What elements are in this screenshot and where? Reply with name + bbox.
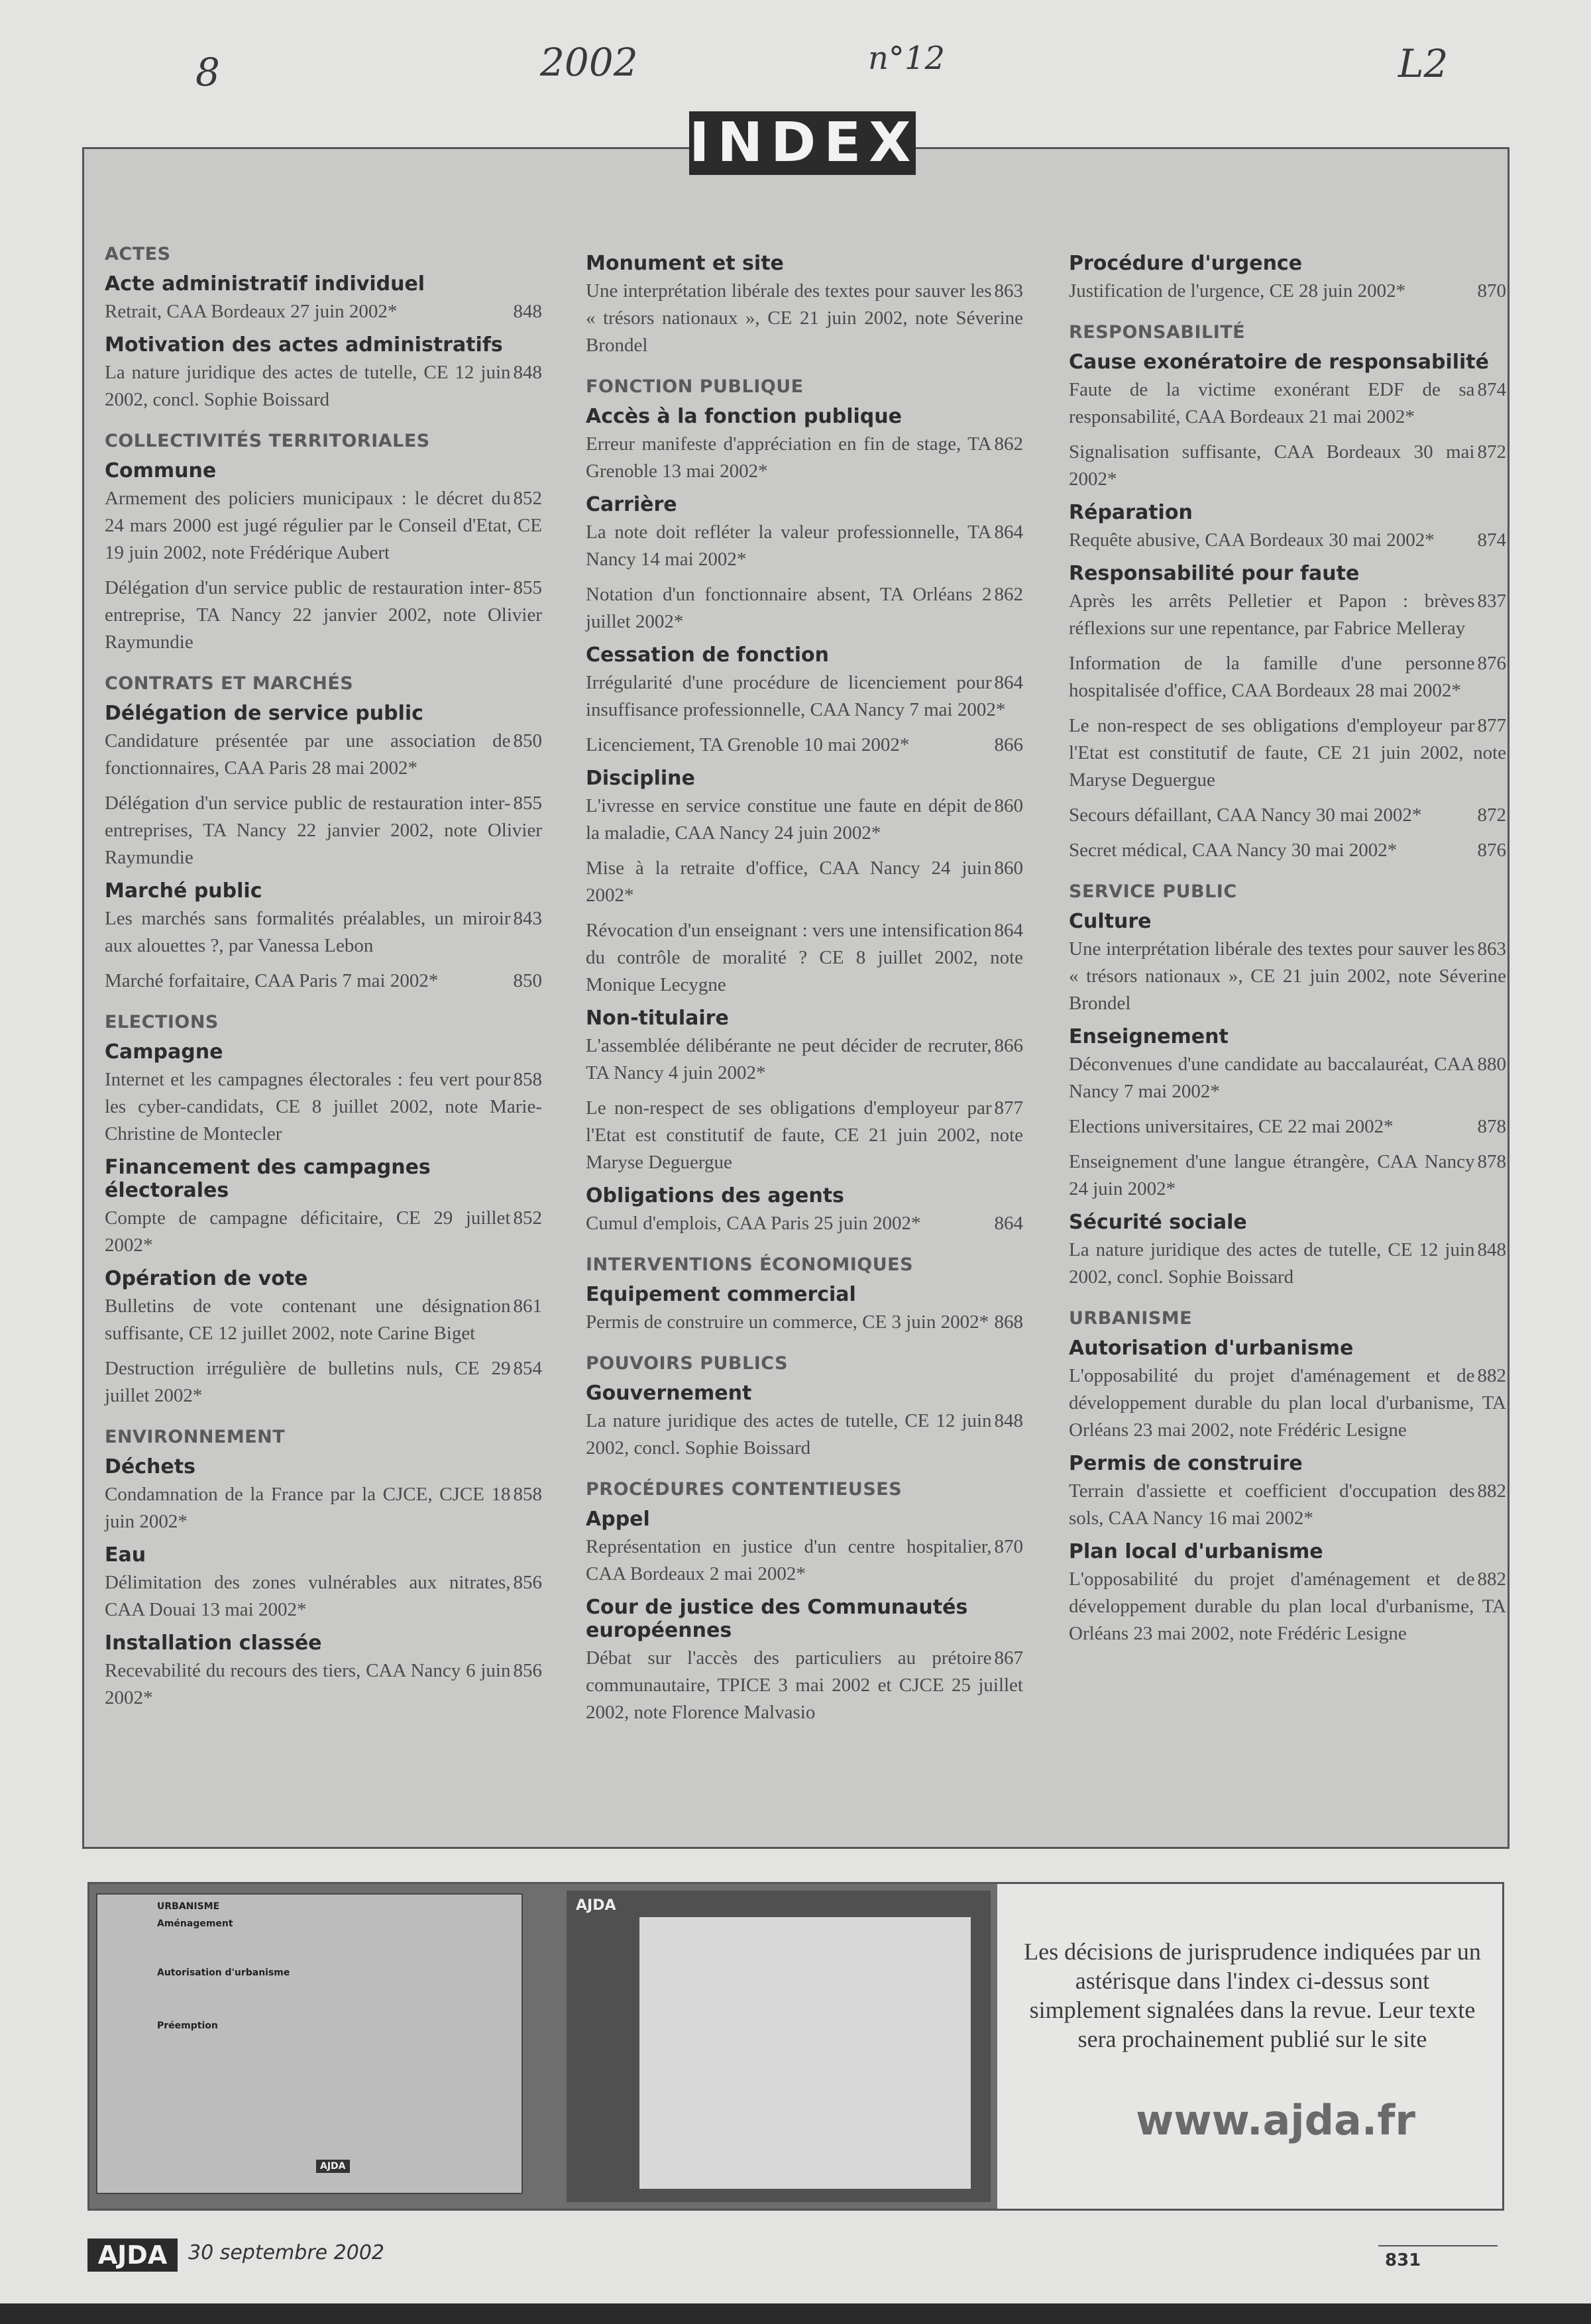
index-entry-page: 872: [1477, 804, 1506, 826]
index-section-heading: RESPONSABILITÉ: [1069, 322, 1246, 343]
index-entry-text: L'ivresse en service constitue une faute en dépit de la maladie, CAA Nancy 24 juin 2002*: [586, 795, 992, 844]
index-section-heading: INTERVENTIONS ÉCONOMIQUES: [586, 1254, 914, 1275]
handwritten-note-3: n°12: [868, 40, 945, 77]
index-entry: [586, 917, 1023, 999]
index-entry-page: 861: [513, 1296, 542, 1317]
index-subheading: Réparation: [1069, 501, 1193, 524]
index-entry-page: 848: [513, 301, 542, 322]
index-entry-text: L'opposabilité du projet d'aménagement et de développement durable du plan local d'urbanisme, TA Orléans 23 mai 2002, note Frédéric Lesigne: [1069, 1569, 1506, 1644]
index-entry: [586, 1032, 1023, 1087]
index-entry-page: 858: [513, 1069, 542, 1090]
index-entry: [1069, 1478, 1506, 1532]
index-entry-text: Signalisation suffisante, CAA Bordeaux 30 mai 2002*: [1069, 441, 1475, 490]
index-entry-text: L'assemblée délibérante ne peut décider de recruter, TA Nancy 4 juin 2002*: [586, 1035, 992, 1083]
index-entry-page: 880: [1477, 1054, 1506, 1075]
index-entry: [105, 485, 542, 567]
scan-edge: [0, 2303, 1591, 2324]
index-entry: [586, 278, 1023, 359]
index-entry: [1069, 527, 1506, 554]
index-entry: [586, 431, 1023, 485]
index-subheading: Autorisation d'urbanisme: [1069, 1337, 1354, 1360]
index-section-heading: PROCÉDURES CONTENTIEUSES: [586, 1479, 903, 1500]
index-entry-page: 870: [1477, 280, 1506, 302]
index-subheading: Enseignement: [1069, 1025, 1229, 1048]
screenshot-article: [639, 1917, 971, 2189]
index-entry-page: 876: [1477, 840, 1506, 861]
index-entry-text: Une interprétation libérale des textes pour sauver les « trésors nationaux », CE 21 juin 2002, note Séverine Brondel: [1069, 938, 1506, 1014]
index-subheading: Permis de construire: [1069, 1452, 1303, 1475]
index-entry: [105, 1293, 542, 1347]
index-entry-page: 874: [1477, 529, 1506, 551]
index-entry-page: 863: [994, 280, 1023, 302]
index-subheading: Cour de justice des Communautés européennes: [586, 1596, 968, 1642]
screenshot-label: URBANISME: [157, 1901, 220, 1912]
index-entry-text: Elections universitaires, CE 22 mai 2002*: [1069, 1116, 1394, 1137]
website-link[interactable]: www.ajda.fr: [1136, 2096, 1415, 2144]
index-entry-text: Débat sur l'accès des particuliers au prétoire communautaire, TPICE 3 mai 2002 et CJCE 25 juillet 2002, note Florence Malvasio: [586, 1647, 1023, 1723]
index-entry-text: Bulletins de vote contenant une désignation suffisante, CE 12 juillet 2002, note Carine Biget: [105, 1296, 511, 1344]
index-entry-page: 837: [1477, 590, 1506, 612]
index-entry-text: Justification de l'urgence, CE 28 juin 2002*: [1069, 280, 1406, 302]
handwritten-note-2: 2002: [540, 40, 638, 85]
index-entry: [586, 1095, 1023, 1176]
index-entry-text: Condamnation de la France par la CJCE, CJCE 18 juin 2002*: [105, 1484, 511, 1532]
index-entry: [586, 1645, 1023, 1726]
index-entry-text: Internet et les campagnes électorales : feu vert pour les cyber-candidats, CE 8 juillet 2002, note Marie-Christine de Montecler: [105, 1069, 542, 1144]
index-entry-page: 872: [1477, 441, 1506, 463]
index-section-heading: URBANISME: [1069, 1308, 1193, 1329]
promo-text: Les décisions de jurisprudence indiquées par un astérisque dans l'index ci-dessus sont simplement signalées dans la revue. Leur texte sera prochainement publié sur le site: [1024, 1938, 1481, 2052]
index-entry: [105, 790, 542, 871]
index-entry-text: Marché forfaitaire, CAA Paris 7 mai 2002*: [105, 970, 439, 991]
index-entry: [1069, 1566, 1506, 1647]
index-entry-page: 856: [513, 1660, 542, 1681]
index-entry-page: 854: [513, 1358, 542, 1379]
index-entry: [586, 855, 1023, 909]
index-section-heading: ENVIRONNEMENT: [105, 1427, 286, 1447]
screenshot-website: [567, 1891, 991, 2202]
index-entry-text: Déconvenues d'une candidate au baccalauréat, CAA Nancy 7 mai 2002*: [1069, 1054, 1475, 1102]
index-entry-page: 848: [1477, 1239, 1506, 1260]
index-column-1: [105, 244, 542, 1720]
index-subheading: Opération de vote: [105, 1267, 308, 1290]
index-entry: [105, 1569, 542, 1624]
index-section-heading: COLLECTIVITÉS TERRITORIALES: [105, 431, 430, 451]
index-entry: [1069, 936, 1506, 1017]
index-subheading: Motivation des actes administratifs: [105, 333, 503, 357]
index-subheading: Non-titulaire: [586, 1007, 729, 1030]
index-entry-page: 878: [1477, 1116, 1506, 1137]
index-entry-page: 882: [1477, 1480, 1506, 1502]
index-subheading: Monument et site: [586, 252, 784, 275]
index-entry: [1069, 588, 1506, 642]
index-entry: [1069, 650, 1506, 704]
index-entry-page: 864: [994, 920, 1023, 941]
footer-divider: [1378, 2245, 1498, 2246]
index-entry-page: 864: [994, 672, 1023, 693]
page-number: 831: [1385, 2250, 1421, 2270]
index-subheading: Procédure d'urgence: [1069, 252, 1303, 275]
index-entry: [586, 793, 1023, 847]
index-entry-text: Information de la famille d'une personne hospitalisée d'office, CAA Bordeaux 28 mai 2002*: [1069, 653, 1475, 701]
index-entry-page: 864: [994, 522, 1023, 543]
index-subheading: Culture: [1069, 910, 1152, 933]
index-subheading: Délégation de service public: [105, 702, 423, 725]
index-section-heading: CONTRATS ET MARCHÉS: [105, 673, 354, 694]
index-entry-text: La nature juridique des actes de tutelle, CE 12 juin 2002, concl. Sophie Boissard: [105, 362, 511, 410]
index-entry-page: 852: [513, 488, 542, 509]
index-entry: [1069, 278, 1506, 305]
index-subheading: Cause exonératoire de responsabilité: [1069, 351, 1489, 374]
screenshot-logo: AJDA: [316, 2160, 350, 2173]
index-column-2: [586, 244, 1023, 1734]
index-entry: [1069, 376, 1506, 431]
index-entry: [586, 519, 1023, 573]
index-entry: [1069, 439, 1506, 493]
index-entry: [1069, 1362, 1506, 1444]
footer-logo: AJDA: [87, 2239, 178, 2272]
index-subheading: Responsabilité pour faute: [1069, 562, 1360, 585]
index-entry: [1069, 1148, 1506, 1203]
website-screenshot: [89, 1884, 997, 2209]
index-subheading: Acte administratif individuel: [105, 272, 425, 296]
index-entry: [1069, 1113, 1506, 1140]
index-subheading: Installation classée: [105, 1632, 322, 1655]
index-subheading: Déchets: [105, 1455, 195, 1478]
index-entry-text: Notation d'un fonctionnaire absent, TA Orléans 2 juillet 2002*: [586, 584, 992, 632]
index-entry: [105, 1066, 542, 1148]
index-subheading: Gouvernement: [586, 1382, 752, 1405]
index-section-heading: SERVICE PUBLIC: [1069, 881, 1237, 902]
index-entry: [105, 359, 542, 414]
index-entry: [1069, 712, 1506, 794]
index-entry-text: Délégation d'un service public de restauration inter-entreprise, TA Nancy 22 janvier 2002, note Olivier Raymundie: [105, 577, 542, 653]
index-title: INDEX: [689, 111, 919, 174]
index-entry: [586, 1210, 1023, 1237]
index-entry-text: Compte de campagne déficitaire, CE 29 juillet 2002*: [105, 1207, 511, 1256]
index-subheading: Eau: [105, 1543, 146, 1567]
index-entry-text: Délimitation des zones vulnérables aux nitrates, CAA Douai 13 mai 2002*: [105, 1572, 511, 1620]
index-column-3: [1069, 244, 1506, 1655]
index-subheading: Commune: [105, 459, 217, 482]
index-entry-text: La note doit refléter la valeur professionnelle, TA Nancy 14 mai 2002*: [586, 522, 992, 570]
index-entry-text: Secours défaillant, CAA Nancy 30 mai 2002*: [1069, 804, 1422, 826]
index-entry-text: Destruction irrégulière de bulletins nuls, CE 29 juillet 2002*: [105, 1358, 511, 1406]
index-entry-page: 874: [1477, 379, 1506, 400]
index-entry-text: Permis de construire un commerce, CE 3 juin 2002*: [586, 1311, 989, 1333]
index-entry-page: 855: [513, 577, 542, 598]
index-entry-text: Candidature présentée par une association de fonctionnaires, CAA Paris 28 mai 2002*: [105, 730, 511, 779]
index-entry-text: Retrait, CAA Bordeaux 27 juin 2002*: [105, 301, 398, 322]
index-entry: [105, 1481, 542, 1535]
index-entry-page: 882: [1477, 1569, 1506, 1590]
index-entry-page: 877: [1477, 715, 1506, 736]
index-entry-text: Recevabilité du recours des tiers, CAA Nancy 6 juin 2002*: [105, 1660, 511, 1708]
index-section-heading: FONCTION PUBLIQUE: [586, 376, 804, 397]
index-entry: [1069, 802, 1506, 829]
index-entry-text: Licenciement, TA Grenoble 10 mai 2002*: [586, 734, 910, 755]
index-entry: [1069, 1051, 1506, 1105]
index-entry-text: Révocation d'un enseignant : vers une intensification du contrôle de moralité ? CE 8 juillet 2002, note Monique Lecygne: [586, 920, 1023, 995]
index-section-heading: ELECTIONS: [105, 1012, 219, 1032]
index-entry-text: Mise à la retraite d'office, CAA Nancy 24 juin 2002*: [586, 858, 992, 906]
index-entry: [105, 1657, 542, 1712]
index-subheading: Accès à la fonction publique: [586, 405, 902, 428]
index-entry: [105, 968, 542, 995]
index-entry-page: 882: [1477, 1365, 1506, 1386]
footer-date: 30 septembre 2002: [188, 2241, 385, 2264]
index-entry-text: Irrégularité d'une procédure de licenciement pour insuffisance professionnelle, CAA Nancy 7 mai 2002*: [586, 672, 1006, 720]
index-entry-page: 860: [994, 795, 1023, 816]
index-entry-text: Le non-respect de ses obligations d'employeur par l'Etat est constitutif de faute, CE 21 juin 2002, note Maryse Deguergue: [586, 1097, 1023, 1173]
index-entry: [105, 1205, 542, 1259]
index-entry-text: La nature juridique des actes de tutelle, CE 12 juin 2002, concl. Sophie Boissard: [1069, 1239, 1475, 1288]
index-entry-page: 870: [994, 1536, 1023, 1557]
handwritten-note-1: 8: [195, 50, 220, 95]
index-entry-page: 852: [513, 1207, 542, 1229]
index-entry-text: Faute de la victime exonérant EDF de sa responsabilité, CAA Bordeaux 21 mai 2002*: [1069, 379, 1475, 427]
index-subheading: Marché public: [105, 879, 262, 903]
index-entry-text: Secret médical, CAA Nancy 30 mai 2002*: [1069, 840, 1398, 861]
index-entry-page: 848: [513, 362, 542, 383]
index-entry-page: 867: [994, 1647, 1023, 1669]
index-entry-page: 866: [994, 1035, 1023, 1056]
index-entry-page: 855: [513, 793, 542, 814]
promo-box: [87, 1882, 1504, 2211]
index-entry-text: Erreur manifeste d'appréciation en fin de stage, TA Grenoble 13 mai 2002*: [586, 433, 992, 482]
index-entry-page: 868: [994, 1311, 1023, 1333]
screenshot-site-logo: AJDA: [576, 1897, 616, 1914]
index-entry-text: Armement des policiers municipaux : le décret du 24 mars 2000 est jugé régulier par le Conseil d'Etat, CE 19 juin 2002, note Frédérique Aubert: [105, 488, 542, 563]
screenshot-label: Aménagement: [157, 1918, 233, 1929]
index-entry: [586, 1533, 1023, 1588]
screenshot-page-preview: [96, 1893, 523, 2194]
index-entry: [586, 1309, 1023, 1336]
index-entry-text: Après les arrêts Pelletier et Papon : brèves réflexions sur une repentance, par Fabrice Melleray: [1069, 590, 1475, 639]
index-entry-text: La nature juridique des actes de tutelle, CE 12 juin 2002, concl. Sophie Boissard: [586, 1410, 992, 1459]
index-entry-text: Les marchés sans formalités préalables, un miroir aux alouettes ?, par Vanessa Lebon: [105, 908, 511, 956]
index-entry: [1069, 837, 1506, 864]
index-entry: [105, 575, 542, 656]
index-entry-page: 864: [994, 1213, 1023, 1234]
index-entry-text: Le non-respect de ses obligations d'employeur par l'Etat est constitutif de faute, CE 21 juin 2002, note Maryse Deguergue: [1069, 715, 1506, 791]
index-entry: [105, 728, 542, 782]
index-subheading: Obligations des agents: [586, 1184, 844, 1207]
index-entry-page: 860: [994, 858, 1023, 879]
index-entry-page: 862: [994, 584, 1023, 605]
index-entry-text: Représentation en justice d'un centre hospitalier, CAA Bordeaux 2 mai 2002*: [586, 1536, 992, 1584]
index-section-heading: ACTES: [105, 244, 171, 264]
index-subheading: Plan local d'urbanisme: [1069, 1540, 1323, 1563]
index-entry-page: 863: [1477, 938, 1506, 960]
index-entry: [586, 669, 1023, 724]
index-entry: [586, 581, 1023, 636]
index-subheading: Equipement commercial: [586, 1283, 856, 1306]
index-entry: [105, 905, 542, 960]
index-entry-page: 866: [994, 734, 1023, 755]
index-entry-text: Cumul d'emplois, CAA Paris 25 juin 2002*: [586, 1213, 921, 1234]
index-entry-page: 848: [994, 1410, 1023, 1431]
screenshot-label: Préemption: [157, 2020, 218, 2031]
index-section-heading: POUVOIRS PUBLICS: [586, 1353, 789, 1374]
index-entry: [586, 1408, 1023, 1462]
index-entry-page: 862: [994, 433, 1023, 455]
handwritten-note-4: L2: [1398, 41, 1449, 86]
index-entry-text: L'opposabilité du projet d'aménagement et de développement durable du plan local d'urbanisme, TA Orléans 23 mai 2002, note Frédéric Lesigne: [1069, 1365, 1506, 1441]
index-subheading: Cessation de fonction: [586, 643, 830, 667]
index-subheading: Carrière: [586, 493, 677, 516]
index-entry: [105, 1355, 542, 1410]
index-entry: [586, 732, 1023, 759]
index-entry-text: Délégation d'un service public de restauration inter-entreprises, TA Nancy 22 janvier 2002, note Olivier Raymundie: [105, 793, 542, 868]
index-entry-text: Enseignement d'une langue étrangère, CAA Nancy 24 juin 2002*: [1069, 1151, 1475, 1199]
index-entry-text: Requête abusive, CAA Bordeaux 30 mai 2002*: [1069, 529, 1435, 551]
index-subheading: Discipline: [586, 767, 695, 790]
index-subheading: Campagne: [105, 1040, 223, 1064]
index-entry-page: 858: [513, 1484, 542, 1505]
index-entry-text: Une interprétation libérale des textes pour sauver les « trésors nationaux », CE 21 juin 2002, note Séverine Brondel: [586, 280, 1023, 356]
index-entry-page: 850: [513, 730, 542, 751]
index-entry-page: 877: [994, 1097, 1023, 1119]
index-entry-page: 856: [513, 1572, 542, 1593]
index-entry-page: 878: [1477, 1151, 1506, 1172]
index-subheading: Sécurité sociale: [1069, 1211, 1247, 1234]
index-subheading: Appel: [586, 1508, 650, 1531]
index-entry-page: 876: [1477, 653, 1506, 674]
screenshot-label: Autorisation d'urbanisme: [157, 1967, 290, 1978]
index-subheading: Financement des campagnes électorales: [105, 1156, 431, 1202]
index-entry: [1069, 1237, 1506, 1291]
index-entry-text: Terrain d'assiette et coefficient d'occupation des sols, CAA Nancy 16 mai 2002*: [1069, 1480, 1475, 1529]
index-entry: [105, 298, 542, 325]
index-entry-page: 843: [513, 908, 542, 929]
index-entry-page: 850: [513, 970, 542, 991]
